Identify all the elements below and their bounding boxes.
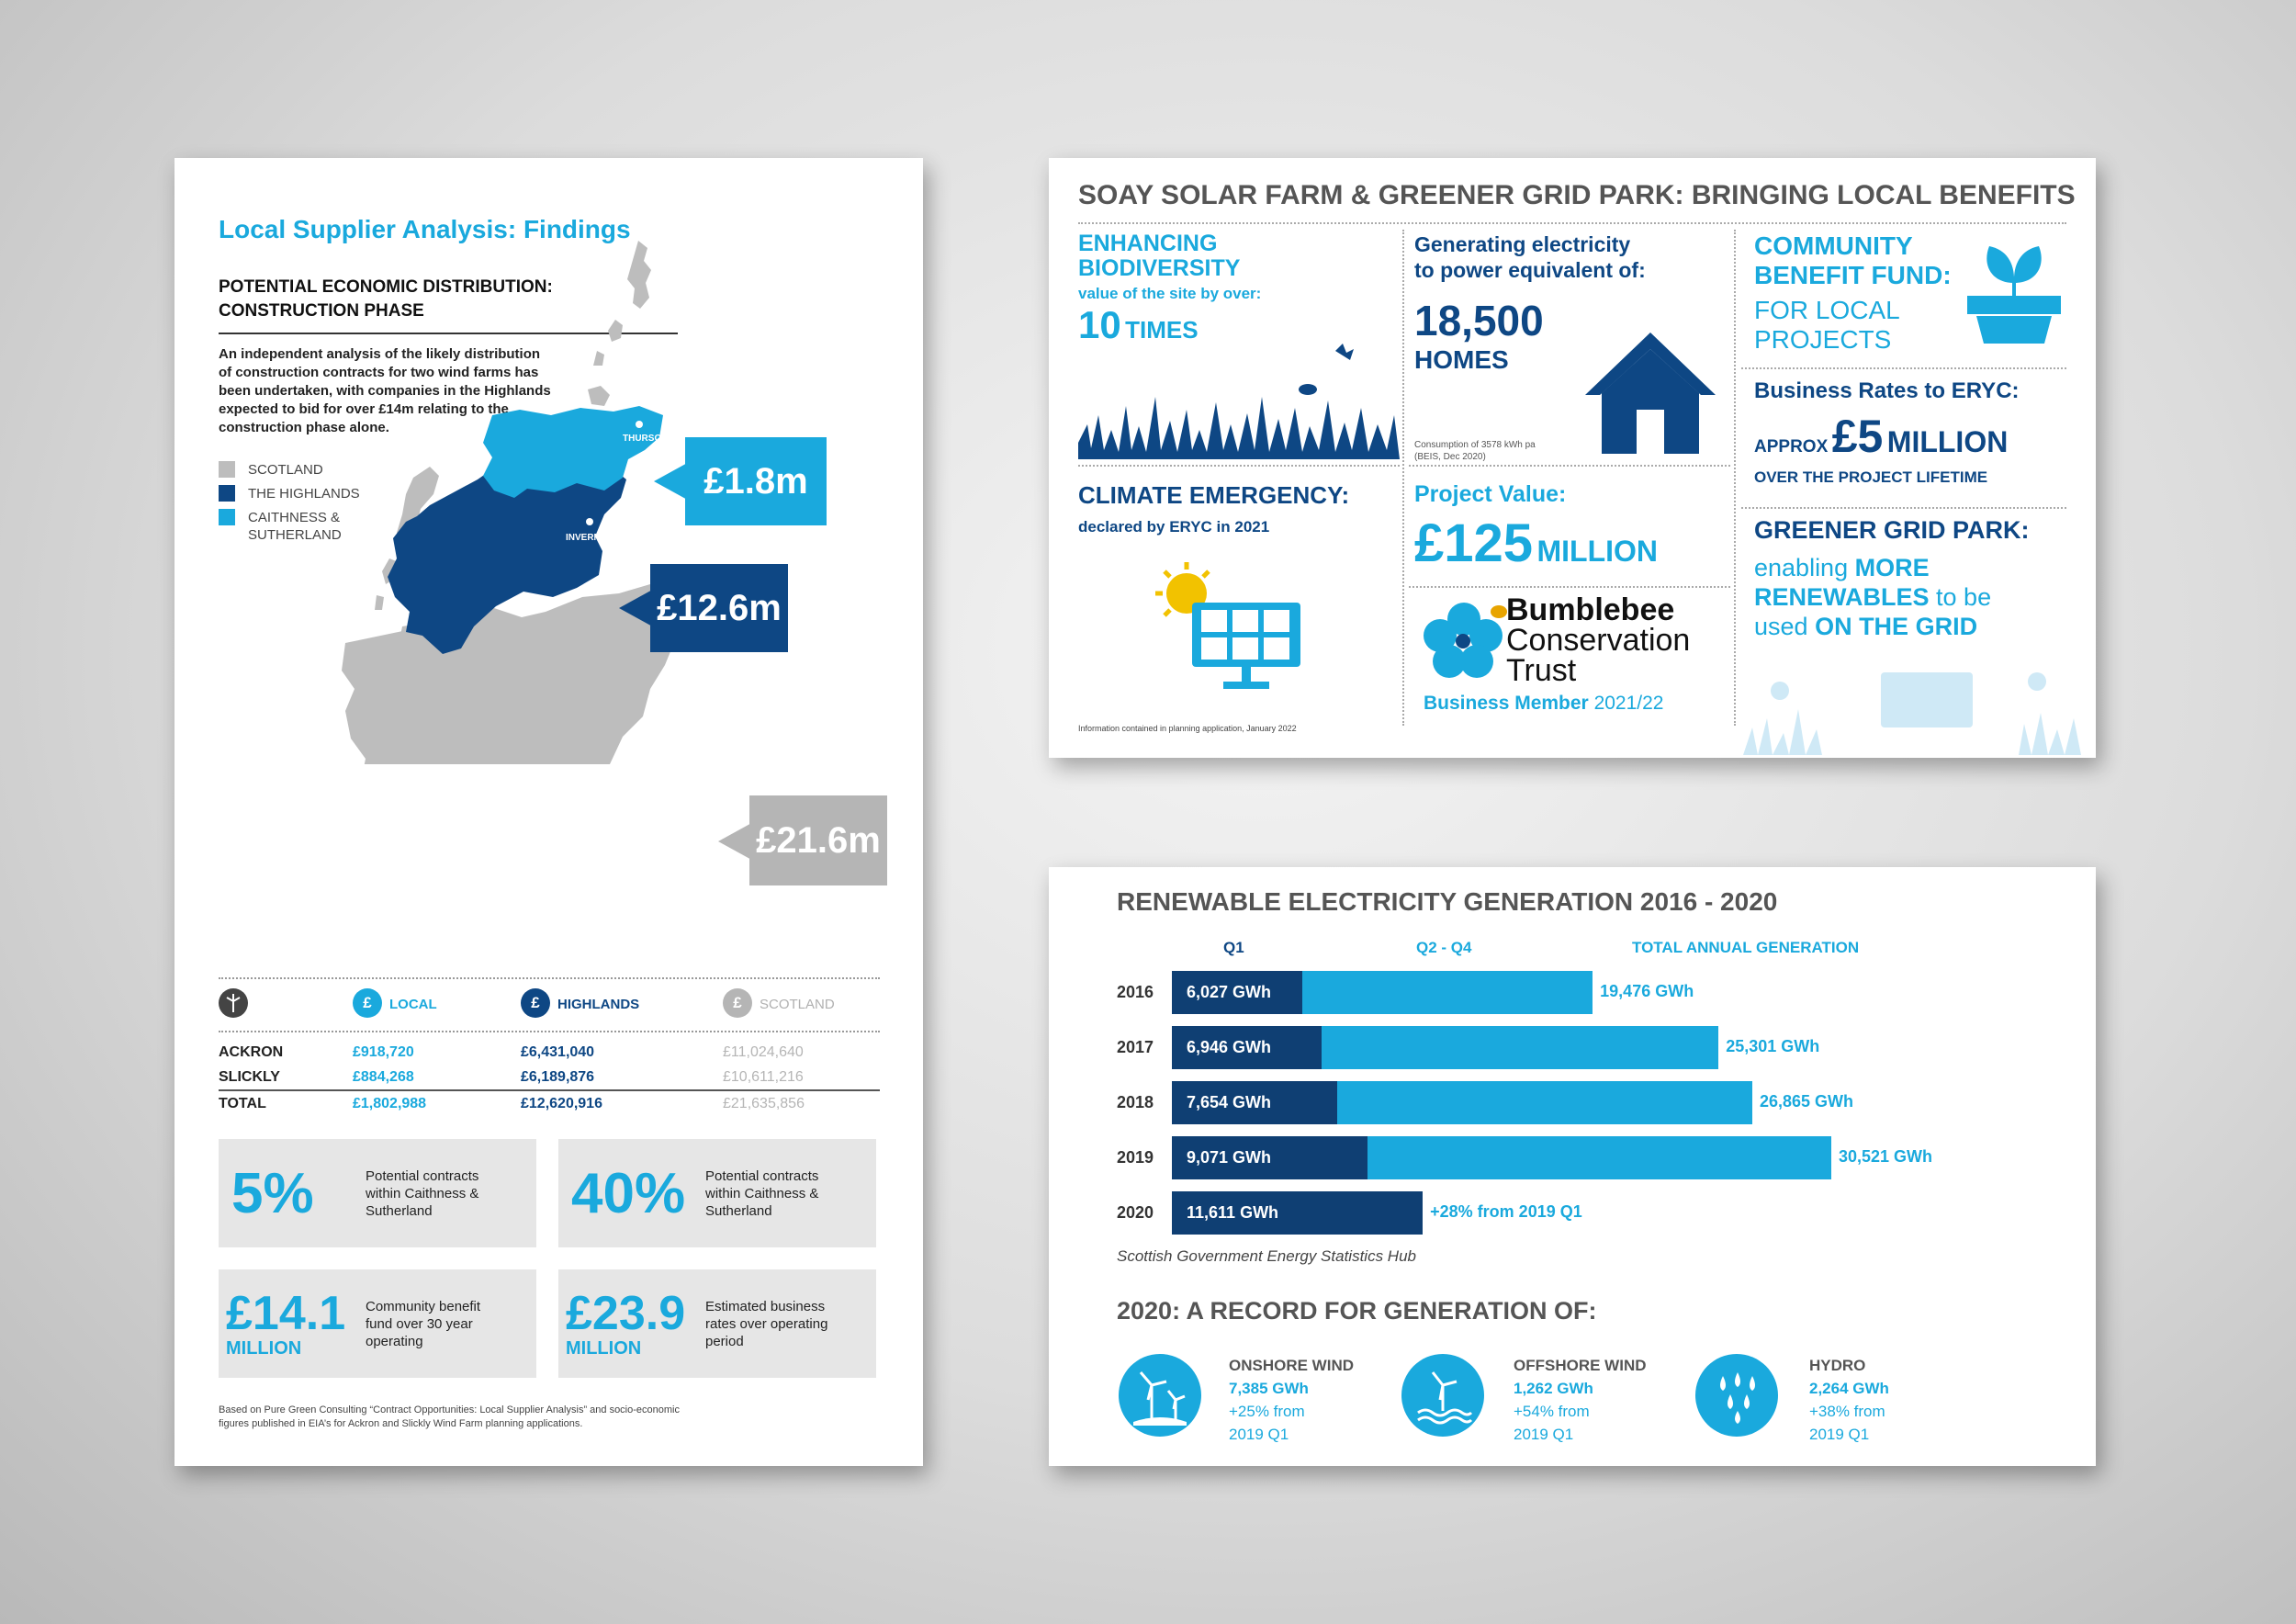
intro-line: been undertaken, with companies in the Highlands [219,383,551,399]
bee-icon [1491,605,1507,618]
text-part: MORE [1854,554,1930,581]
heading-line: Generating electricity [1414,232,1631,256]
region-caithness-sutherland [483,406,663,498]
faded-flower [1771,682,1789,700]
project-heading: Project Value: [1414,481,1567,507]
drop [1728,1394,1733,1409]
cell [1201,610,1227,632]
ray [1165,610,1170,615]
row-name: TOTAL [219,1095,266,1111]
stat-unit: MILLION [566,1337,642,1359]
subtitle-line: CONSTRUCTION PHASE [219,301,424,321]
turbines-glyph [1119,1354,1201,1437]
supplier-table [219,1040,880,1116]
desc-line: Sutherland [366,1202,433,1219]
record-value: 7,385 GWh [1229,1380,1309,1397]
drop [1744,1394,1750,1409]
drops-glyph [1695,1354,1778,1437]
page-title: Local Supplier Analysis: Findings [219,215,631,243]
record-name: OFFSHORE WIND [1514,1357,1647,1374]
desc-line: within Caithness & [705,1185,819,1201]
island [375,595,384,610]
text-part: ON THE GRID [1815,613,1978,640]
year-label: 2020 [1117,1203,1154,1222]
info-note: Information contained in planning application, January 2022 [1078,724,1297,733]
record-name: ONSHORE WIND [1229,1357,1354,1374]
climate-sub: declared by ERYC in 2021 [1078,518,1270,536]
desc-line: Estimated business [705,1298,826,1314]
meadow-illustration [1078,342,1400,461]
stat-value-group [558,1286,705,1359]
pound-icon-highlands: £ [521,988,550,1018]
header-scotland: SCOTLAND [760,997,835,1012]
footnote-line: figures published in EIA’s for Ackron and Slickly Wind Farm planning applications. [219,1418,583,1429]
turbine-lines [1141,1372,1185,1422]
bar-q1: 9,071 GWh [1172,1136,1367,1179]
stat-desc [366,1298,480,1350]
cell [1264,637,1289,660]
faded-flower [2028,672,2046,691]
callout-pointer [654,461,691,502]
intro-line: An independent analysis of the likely distribution [219,346,541,362]
drop [1735,1372,1740,1387]
greener-line [1754,612,1991,641]
stat-box-rates [558,1269,876,1378]
thurso-marker [636,421,643,428]
community-sub [1754,296,1900,355]
total-label: 25,301 GWh [1726,1037,1820,1055]
rates-value [1754,410,2008,463]
faded-panel [1881,672,1973,727]
subtitle-line: POTENTIAL ECONOMIC DISTRIBUTION: [219,277,553,297]
intro-line: construction phase alone. [219,420,389,435]
legend-swatch [219,461,235,478]
year-label: 2017 [1117,1038,1154,1056]
total-label: 30,521 GWh [1839,1147,1933,1166]
wave [1418,1417,1471,1423]
bumblebee-member [1424,693,1664,715]
record-change: +54% from [1514,1403,1590,1420]
turbine-lines [227,994,240,1012]
cell-scotland: £10,611,216 [723,1068,804,1085]
renewable-generation-card [1049,867,2096,1466]
local-supplier-card [174,158,923,1466]
stat-desc [366,1167,478,1220]
desc-line: Sutherland [705,1202,772,1219]
footnote-line: Based on Pure Green Consulting “Contract Opportunities: Local Supplier Analysis” and socio-economic [219,1404,680,1415]
shetland-island [627,241,651,309]
divider [1741,367,2066,369]
biodiversity-value [1078,303,1199,347]
record-title: 2020: A RECORD FOR GENERATION OF: [1117,1297,1597,1325]
orkney-island [588,386,610,406]
cell [1232,637,1258,660]
logo-line: Conservation [1506,623,1691,658]
intro-line: of construction contracts for two wind farms has [219,365,539,380]
big-number: £5 [1831,411,1884,462]
desc-line: Potential contracts [366,1167,479,1184]
divider [1402,230,1404,726]
heading-line: ENHANCING [1078,231,1218,256]
climate-heading: CLIMATE EMERGENCY: [1078,481,1350,509]
wave [1418,1410,1471,1415]
ray [1203,571,1209,577]
stat-desc [705,1167,818,1220]
divider [1734,230,1736,726]
heading-line: COMMUNITY [1754,231,1913,260]
sub-line: FOR LOCAL [1754,296,1900,324]
inverness-label: INVERNESS [566,533,619,543]
cell-local: £884,268 [353,1068,414,1085]
bar-q1: 11,611 GWh [1172,1191,1423,1235]
cell-local: £918,720 [353,1043,414,1060]
biodiversity-sub: value of the site by over: [1078,285,1262,302]
year-label: 2016 [1117,983,1154,1001]
pound-icon-local: £ [353,988,382,1018]
pointer-shape [654,461,691,502]
cell-highlands: £6,189,876 [521,1068,595,1085]
plant-pot-icon [1964,237,2065,347]
wind-turbine-icon [219,988,248,1018]
header-highlands: HIGHLANDS [557,997,640,1012]
divider [1409,586,1730,588]
stat-unit: MILLION [226,1337,302,1359]
desc-line: period [705,1333,744,1349]
biodiversity-heading [1078,231,1240,281]
row-name: ACKRON [219,1043,284,1060]
text-part: RENEWABLES [1754,583,1930,611]
cell [1232,610,1258,632]
homes-unit: HOMES [1414,345,1509,374]
legend-label-line: SUTHERLAND [248,527,342,543]
bumblebee-flower-logo [1420,599,1512,682]
callout-value: £21.6m [756,819,881,861]
leaf [1986,246,2014,283]
divider [1741,507,2066,509]
record-offshore [1514,1354,1647,1446]
record-period: 2019 Q1 [1229,1426,1289,1443]
drop [1735,1411,1740,1424]
total-label: 19,476 GWh [1600,982,1694,1000]
callout-pointer [619,588,656,628]
record-value: 1,262 GWh [1514,1380,1593,1397]
callout-scotland [749,795,887,885]
intro-line: expected to bid for over £14m relating to the [219,401,509,417]
rates-heading: Business Rates to ERYC: [1754,378,2020,403]
column-total: TOTAL ANNUAL GENERATION [1632,939,1860,956]
cell [1201,637,1227,660]
turbine-b [1168,1391,1185,1422]
rates-sub: OVER THE PROJECT LIFETIME [1754,468,1988,486]
faded-solar-illustration [1743,645,2092,755]
row-name: SLICKLY [219,1068,280,1085]
community-heading [1754,231,1952,290]
divider [1078,222,2066,224]
bee-icon [1299,384,1317,395]
drops [1720,1372,1755,1424]
bar-q1: 6,946 GWh [1172,1026,1322,1069]
offshore-turbine-icon [1401,1354,1484,1437]
legend-label: SCOTLAND [248,461,323,478]
ground [1133,1417,1187,1426]
record-period: 2019 Q1 [1514,1426,1574,1443]
desc-line: within Caithness & [366,1185,479,1201]
logo-line: Bumblebee [1506,592,1675,627]
record-change: +38% from [1809,1403,1885,1420]
stat-value-group [219,1286,366,1359]
text-part: to be [1929,583,1992,611]
desc-line: fund over 30 year [366,1315,473,1332]
legend-swatch [219,485,235,502]
unit: MILLION [1536,535,1659,568]
footnote [219,1404,680,1431]
header-local: LOCAL [389,997,437,1012]
turbine [1433,1372,1457,1411]
logo-line: Trust [1506,653,1577,688]
door [1637,410,1664,454]
divider [219,1031,880,1032]
table-row-total [219,1091,880,1116]
column-q24: Q2 - Q4 [1416,939,1472,956]
desc-line: operating [366,1333,423,1349]
legend-swatch [219,509,235,525]
text-part: used [1754,613,1816,640]
stat-box-40pct [558,1139,876,1247]
panel-stand [1242,667,1251,682]
faded-shapes [1743,672,2081,755]
inverness-marker [586,518,593,525]
heading-line: BENEFIT FUND: [1754,261,1952,289]
note-line: Consumption of 3578 kWh pa [1414,440,1536,450]
panel-base [1223,682,1269,689]
heading-line: to power equivalent of: [1414,258,1646,282]
heading-line: BIODIVERSITY [1078,255,1241,281]
card-title: SOAY SOLAR FARM & GREENER GRID PARK: BRINGING LOCAL BENEFITS [1078,180,2076,210]
petal [1424,619,1457,652]
drop [1750,1376,1755,1391]
butterfly-icon [1335,344,1354,360]
year-label: 2018 [1117,1093,1154,1111]
table-row [219,1065,880,1089]
divider [1409,465,1730,467]
callout-highlands [650,564,788,652]
homes-note [1414,439,1536,463]
desc-line: rates over operating [705,1315,828,1332]
stat-box-community [219,1269,536,1378]
record-name: HYDRO [1809,1357,1866,1374]
bar-q1: 6,027 GWh [1172,971,1302,1014]
homes-heading [1414,231,1646,283]
annotation-2020: +28% from 2019 Q1 [1430,1202,1582,1221]
soay-benefits-card [1049,158,2096,758]
pot-body [1976,316,2052,344]
grass-group [1078,397,1400,459]
stat-value: £14.1 [226,1286,346,1340]
shetland-island [608,320,623,342]
greener-heading: GREENER GRID PARK: [1754,516,2030,544]
greener-text [1754,553,1991,641]
cell-highlands: £12,620,916 [521,1095,602,1111]
table-row [219,1040,880,1065]
column-q1: Q1 [1223,939,1244,956]
cell [1264,610,1289,632]
desc-line: Community benefit [366,1298,481,1314]
leaf [2014,246,2042,283]
table-header [219,988,880,1025]
desc-line: Potential contracts [705,1167,819,1184]
stat-value: 5% [231,1161,314,1225]
note-line: (BEIS, Dec 2020) [1414,452,1486,462]
stat-value: 40% [571,1161,686,1225]
chart-source: Scottish Government Energy Statistics Hub [1117,1247,1416,1265]
stat-box-5pct [219,1139,536,1247]
greener-line [1754,582,1991,612]
cell-local: £1,802,988 [353,1095,427,1111]
cell-highlands: £6,431,040 [521,1043,595,1060]
project-value [1414,513,1658,574]
legend-label: THE HIGHLANDS [248,485,360,502]
island [593,351,604,366]
stat-value: £23.9 [566,1286,686,1340]
drop [1720,1376,1726,1391]
total-label: 26,865 GWh [1759,1092,1854,1111]
unit: MILLION [1886,425,2009,458]
flower-center [1456,634,1470,648]
ray [1165,571,1170,577]
stem [2012,279,2016,298]
pound-icon-scotland: £ [723,988,752,1018]
cell-scotland: £11,024,640 [723,1043,804,1060]
turbine-lines [1418,1372,1471,1423]
turbine-a [1141,1372,1166,1422]
bar-q1: 7,654 GWh [1172,1081,1337,1124]
pointer-shape [619,588,656,628]
turbine-glyph [225,994,242,1012]
chart-title: RENEWABLE ELECTRICITY GENERATION 2016 - 2020 [1117,887,1778,916]
bumblebee-name [1506,592,1691,688]
big-number: 10 [1078,303,1121,346]
record-onshore [1229,1354,1354,1446]
divider [219,977,880,979]
solar-panel-icon [1150,558,1334,696]
callout-value: £12.6m [657,587,782,628]
cell-scotland: £21,635,856 [723,1095,805,1111]
homes-value: 18,500 [1414,297,1544,344]
house-icon [1581,329,1719,457]
record-change: +25% from [1229,1403,1305,1420]
pot-rim [1967,296,2061,314]
water-drops-icon [1695,1354,1778,1437]
member-label: Business Member [1424,693,1589,714]
member-year: 2021/22 [1593,693,1664,714]
record-value: 2,264 GWh [1809,1380,1889,1397]
thurso-label: THURSO [623,434,662,444]
record-hydro [1809,1354,1889,1446]
offshore-glyph [1401,1354,1484,1437]
record-period: 2019 Q1 [1809,1426,1870,1443]
unit: TIMES [1125,316,1199,344]
legend-label-line: CAITHNESS & [248,510,341,525]
callout-pointer [718,821,755,862]
text-part: enabling [1754,554,1855,581]
approx-label: APPROX [1754,437,1829,457]
pointer-shape [718,821,755,862]
callout-value: £1.8m [703,460,808,502]
wind-turbines-icon [1119,1354,1201,1437]
year-label: 2019 [1117,1148,1154,1167]
stat-desc [705,1298,827,1350]
divider [1078,465,1400,467]
grass-silhouette [1078,397,1400,459]
big-number: £125 [1414,513,1534,573]
callout-caithness [685,437,827,525]
greener-line [1754,553,1991,582]
sub-line: PROJECTS [1754,325,1892,354]
